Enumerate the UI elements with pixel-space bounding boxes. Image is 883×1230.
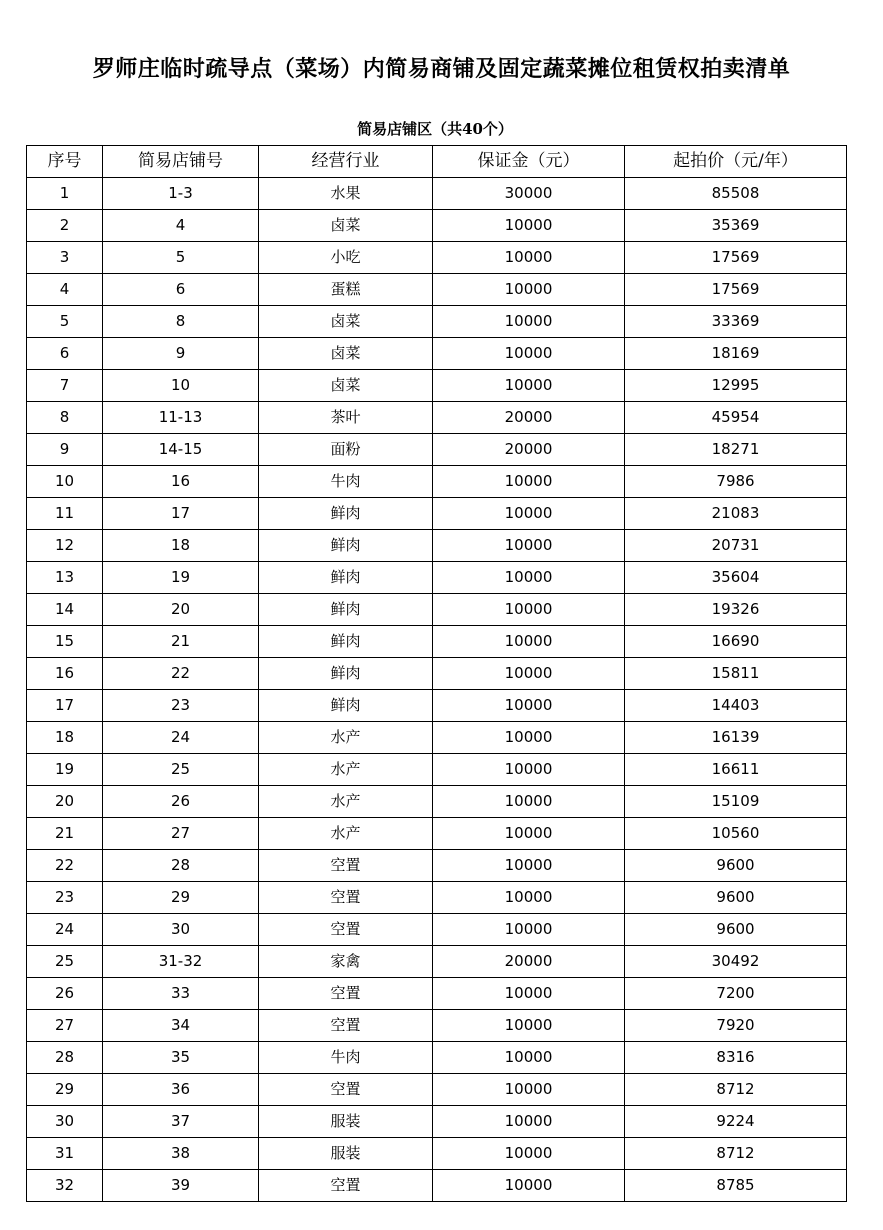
cell-starting-price: 7200 <box>625 978 847 1010</box>
cell-starting-price: 15811 <box>625 658 847 690</box>
cell-deposit: 30000 <box>433 178 625 210</box>
cell-serial: 12 <box>27 530 103 562</box>
cell-deposit: 10000 <box>433 658 625 690</box>
cell-deposit: 10000 <box>433 594 625 626</box>
cell-serial: 20 <box>27 786 103 818</box>
cell-shop-number: 9 <box>103 338 259 370</box>
cell-shop-number: 35 <box>103 1042 259 1074</box>
cell-shop-number: 26 <box>103 786 259 818</box>
table-row <box>27 594 847 626</box>
table-body <box>27 178 847 1202</box>
cell-starting-price: 17569 <box>625 242 847 274</box>
cell-business-type: 鲜肉 <box>259 658 433 690</box>
cell-deposit: 10000 <box>433 818 625 850</box>
cell-deposit: 20000 <box>433 434 625 466</box>
cell-starting-price: 16139 <box>625 722 847 754</box>
cell-business-type: 空置 <box>259 1010 433 1042</box>
cell-deposit: 10000 <box>433 690 625 722</box>
cell-starting-price: 7920 <box>625 1010 847 1042</box>
cell-deposit: 20000 <box>433 402 625 434</box>
cell-shop-number: 10 <box>103 370 259 402</box>
cell-serial: 22 <box>27 850 103 882</box>
cell-business-type: 鲜肉 <box>259 498 433 530</box>
table-row <box>27 626 847 658</box>
table-row <box>27 754 847 786</box>
table-row <box>27 850 847 882</box>
cell-business-type: 鲜肉 <box>259 594 433 626</box>
header-serial: 序号 <box>27 146 103 178</box>
cell-serial: 8 <box>27 402 103 434</box>
cell-deposit: 10000 <box>433 1138 625 1170</box>
cell-serial: 28 <box>27 1042 103 1074</box>
cell-serial: 17 <box>27 690 103 722</box>
cell-deposit: 10000 <box>433 754 625 786</box>
table-row <box>27 1010 847 1042</box>
table-header-row <box>27 146 847 178</box>
cell-serial: 15 <box>27 626 103 658</box>
cell-deposit: 10000 <box>433 914 625 946</box>
table-row <box>27 818 847 850</box>
document-title: 罗师庄临时疏导点（菜场）内简易商铺及固定蔬菜摊位租赁权拍卖清单 <box>92 57 791 82</box>
cell-deposit: 10000 <box>433 210 625 242</box>
cell-shop-number: 6 <box>103 274 259 306</box>
cell-serial: 10 <box>27 466 103 498</box>
cell-serial: 13 <box>27 562 103 594</box>
cell-deposit: 10000 <box>433 850 625 882</box>
table-row <box>27 466 847 498</box>
cell-shop-number: 28 <box>103 850 259 882</box>
cell-starting-price: 19326 <box>625 594 847 626</box>
cell-shop-number: 14-15 <box>103 434 259 466</box>
cell-starting-price: 8785 <box>625 1170 847 1202</box>
cell-business-type: 鲜肉 <box>259 626 433 658</box>
table-row <box>27 914 847 946</box>
cell-deposit: 10000 <box>433 722 625 754</box>
cell-starting-price: 12995 <box>625 370 847 402</box>
cell-deposit: 10000 <box>433 306 625 338</box>
table-row <box>27 1074 847 1106</box>
cell-business-type: 空置 <box>259 850 433 882</box>
cell-starting-price: 9600 <box>625 850 847 882</box>
cell-serial: 25 <box>27 946 103 978</box>
shop-auction-table <box>26 145 847 1202</box>
cell-starting-price: 30492 <box>625 946 847 978</box>
cell-business-type: 水产 <box>259 754 433 786</box>
cell-serial: 21 <box>27 818 103 850</box>
cell-serial: 4 <box>27 274 103 306</box>
table-row <box>27 498 847 530</box>
cell-deposit: 10000 <box>433 626 625 658</box>
cell-shop-number: 34 <box>103 1010 259 1042</box>
cell-starting-price: 85508 <box>625 178 847 210</box>
cell-serial: 27 <box>27 1010 103 1042</box>
table-row <box>27 978 847 1010</box>
cell-serial: 31 <box>27 1138 103 1170</box>
cell-deposit: 10000 <box>433 242 625 274</box>
cell-business-type: 空置 <box>259 978 433 1010</box>
cell-shop-number: 8 <box>103 306 259 338</box>
cell-business-type: 水果 <box>259 178 433 210</box>
cell-starting-price: 45954 <box>625 402 847 434</box>
cell-serial: 7 <box>27 370 103 402</box>
cell-starting-price: 8712 <box>625 1138 847 1170</box>
cell-deposit: 10000 <box>433 882 625 914</box>
table-row <box>27 658 847 690</box>
section-title: 简易店铺区（共40个） <box>357 120 513 138</box>
cell-shop-number: 30 <box>103 914 259 946</box>
cell-starting-price: 10560 <box>625 818 847 850</box>
cell-serial: 11 <box>27 498 103 530</box>
table-row <box>27 306 847 338</box>
table-row <box>27 178 847 210</box>
cell-serial: 26 <box>27 978 103 1010</box>
cell-starting-price: 15109 <box>625 786 847 818</box>
table-row <box>27 946 847 978</box>
table-row <box>27 690 847 722</box>
cell-shop-number: 22 <box>103 658 259 690</box>
cell-shop-number: 27 <box>103 818 259 850</box>
cell-business-type: 卤菜 <box>259 370 433 402</box>
cell-serial: 9 <box>27 434 103 466</box>
cell-shop-number: 37 <box>103 1106 259 1138</box>
cell-starting-price: 9600 <box>625 882 847 914</box>
cell-serial: 23 <box>27 882 103 914</box>
table-row <box>27 722 847 754</box>
cell-shop-number: 21 <box>103 626 259 658</box>
cell-business-type: 面粉 <box>259 434 433 466</box>
table-row <box>27 338 847 370</box>
cell-serial: 1 <box>27 178 103 210</box>
cell-serial: 24 <box>27 914 103 946</box>
cell-business-type: 牛肉 <box>259 1042 433 1074</box>
cell-shop-number: 29 <box>103 882 259 914</box>
table-row <box>27 402 847 434</box>
cell-shop-number: 24 <box>103 722 259 754</box>
table-row <box>27 882 847 914</box>
table-row <box>27 1138 847 1170</box>
cell-shop-number: 4 <box>103 210 259 242</box>
cell-starting-price: 14403 <box>625 690 847 722</box>
cell-starting-price: 35369 <box>625 210 847 242</box>
cell-business-type: 水产 <box>259 786 433 818</box>
cell-business-type: 水产 <box>259 818 433 850</box>
table-row <box>27 1042 847 1074</box>
cell-shop-number: 33 <box>103 978 259 1010</box>
cell-business-type: 服装 <box>259 1106 433 1138</box>
header-starting-price: 起拍价（元/年） <box>625 146 847 178</box>
cell-deposit: 10000 <box>433 370 625 402</box>
cell-serial: 14 <box>27 594 103 626</box>
cell-starting-price: 18271 <box>625 434 847 466</box>
table-row <box>27 786 847 818</box>
cell-starting-price: 35604 <box>625 562 847 594</box>
cell-business-type: 茶叶 <box>259 402 433 434</box>
cell-serial: 18 <box>27 722 103 754</box>
cell-starting-price: 9224 <box>625 1106 847 1138</box>
cell-business-type: 鲜肉 <box>259 690 433 722</box>
cell-serial: 29 <box>27 1074 103 1106</box>
cell-serial: 30 <box>27 1106 103 1138</box>
cell-business-type: 空置 <box>259 914 433 946</box>
table-row <box>27 242 847 274</box>
cell-starting-price: 20731 <box>625 530 847 562</box>
cell-deposit: 10000 <box>433 1010 625 1042</box>
table-row <box>27 274 847 306</box>
cell-business-type: 空置 <box>259 882 433 914</box>
table-row <box>27 530 847 562</box>
cell-starting-price: 8316 <box>625 1042 847 1074</box>
header-deposit: 保证金（元） <box>433 146 625 178</box>
table-row <box>27 562 847 594</box>
cell-starting-price: 9600 <box>625 914 847 946</box>
cell-shop-number: 38 <box>103 1138 259 1170</box>
cell-shop-number: 18 <box>103 530 259 562</box>
cell-deposit: 10000 <box>433 978 625 1010</box>
cell-business-type: 鲜肉 <box>259 530 433 562</box>
table-row <box>27 1106 847 1138</box>
cell-deposit: 20000 <box>433 946 625 978</box>
cell-business-type: 小吃 <box>259 242 433 274</box>
cell-shop-number: 23 <box>103 690 259 722</box>
cell-deposit: 10000 <box>433 338 625 370</box>
cell-shop-number: 5 <box>103 242 259 274</box>
cell-serial: 2 <box>27 210 103 242</box>
table-row <box>27 370 847 402</box>
cell-business-type: 空置 <box>259 1074 433 1106</box>
cell-starting-price: 21083 <box>625 498 847 530</box>
cell-deposit: 10000 <box>433 1170 625 1202</box>
cell-starting-price: 16611 <box>625 754 847 786</box>
cell-business-type: 空置 <box>259 1170 433 1202</box>
cell-shop-number: 20 <box>103 594 259 626</box>
cell-shop-number: 36 <box>103 1074 259 1106</box>
cell-serial: 16 <box>27 658 103 690</box>
cell-business-type: 服装 <box>259 1138 433 1170</box>
cell-starting-price: 33369 <box>625 306 847 338</box>
table-row <box>27 434 847 466</box>
cell-shop-number: 17 <box>103 498 259 530</box>
cell-starting-price: 17569 <box>625 274 847 306</box>
cell-business-type: 卤菜 <box>259 338 433 370</box>
header-business-type: 经营行业 <box>259 146 433 178</box>
cell-starting-price: 18169 <box>625 338 847 370</box>
cell-deposit: 10000 <box>433 562 625 594</box>
cell-business-type: 鲜肉 <box>259 562 433 594</box>
cell-shop-number: 16 <box>103 466 259 498</box>
cell-deposit: 10000 <box>433 274 625 306</box>
cell-deposit: 10000 <box>433 466 625 498</box>
cell-deposit: 10000 <box>433 786 625 818</box>
cell-business-type: 卤菜 <box>259 306 433 338</box>
cell-serial: 5 <box>27 306 103 338</box>
table-row <box>27 210 847 242</box>
cell-starting-price: 16690 <box>625 626 847 658</box>
cell-business-type: 蛋糕 <box>259 274 433 306</box>
cell-business-type: 卤菜 <box>259 210 433 242</box>
table-row <box>27 1170 847 1202</box>
cell-deposit: 10000 <box>433 530 625 562</box>
cell-shop-number: 25 <box>103 754 259 786</box>
header-shop-number: 简易店铺号 <box>103 146 259 178</box>
cell-deposit: 10000 <box>433 1042 625 1074</box>
cell-serial: 3 <box>27 242 103 274</box>
cell-shop-number: 1-3 <box>103 178 259 210</box>
cell-shop-number: 11-13 <box>103 402 259 434</box>
cell-business-type: 家禽 <box>259 946 433 978</box>
cell-shop-number: 31-32 <box>103 946 259 978</box>
cell-starting-price: 8712 <box>625 1074 847 1106</box>
cell-deposit: 10000 <box>433 498 625 530</box>
cell-serial: 6 <box>27 338 103 370</box>
cell-business-type: 牛肉 <box>259 466 433 498</box>
cell-starting-price: 7986 <box>625 466 847 498</box>
cell-deposit: 10000 <box>433 1106 625 1138</box>
cell-shop-number: 39 <box>103 1170 259 1202</box>
cell-deposit: 10000 <box>433 1074 625 1106</box>
cell-business-type: 水产 <box>259 722 433 754</box>
cell-serial: 32 <box>27 1170 103 1202</box>
cell-serial: 19 <box>27 754 103 786</box>
cell-shop-number: 19 <box>103 562 259 594</box>
